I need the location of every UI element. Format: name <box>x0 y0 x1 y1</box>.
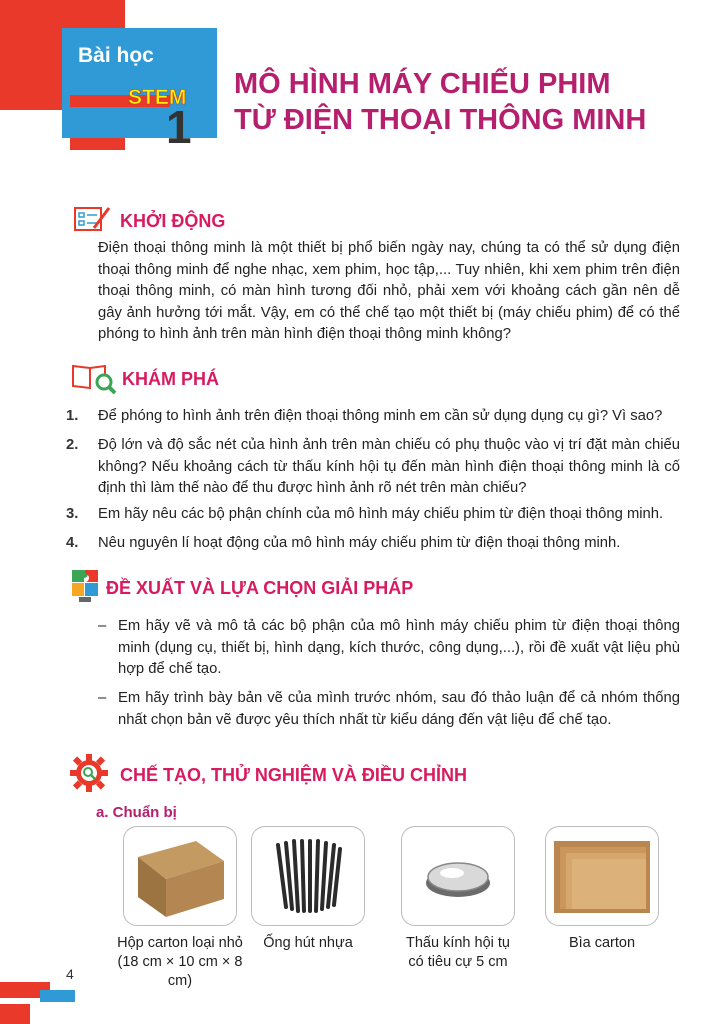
lesson-label: Bài học <box>78 44 154 67</box>
material-caption <box>532 934 672 953</box>
gear-icon <box>68 752 110 798</box>
material-caption <box>388 934 528 972</box>
title-line-1: MÔ HÌNH MÁY CHIẾU PHIM <box>234 68 611 100</box>
material-caption <box>110 934 250 991</box>
lightbulb-puzzle-icon <box>68 566 102 610</box>
question-text: Em hãy nêu các bộ phận chính của mô hình máy chiếu phim từ điện thoại thông minh. <box>98 506 664 522</box>
section-de-xuat-heading <box>68 566 413 610</box>
question-number: 2. <box>66 437 79 453</box>
section-khoi-dong-label: KHỞI ĐỘNG <box>120 210 226 231</box>
question-text: Để phóng to hình ảnh trên điện thoại thông minh em cần sử dụng dụng cụ gì? Vì sao? <box>98 408 663 424</box>
material-caption <box>238 934 378 953</box>
lesson-stem-label: STEM <box>128 86 187 109</box>
page-number: 4 <box>66 966 74 982</box>
dash-mark: – <box>98 690 107 706</box>
footer-decoration-red <box>0 1004 30 1024</box>
lesson-number: 1 <box>166 101 192 153</box>
question-text: Nêu nguyên lí hoạt động của mô hình máy chiếu phim từ điện thoại thông minh. <box>98 535 621 551</box>
straws-image <box>251 826 365 926</box>
checklist-pencil-icon <box>72 204 112 238</box>
material-straws <box>238 826 378 953</box>
section-kham-pha-label: KHÁM PHÁ <box>122 368 219 389</box>
caption-line-2: (18 cm × 10 cm × 8 cm) <box>117 954 243 989</box>
carton-box-image <box>123 826 237 926</box>
book-magnifier-icon <box>70 360 118 398</box>
footer-decoration-blue <box>40 990 75 1002</box>
page-title <box>234 66 646 138</box>
question-text: Độ lớn và độ sắc nét của hình ảnh trên màn chiếu có phụ thuộc vào vị trí đặt màn chiếu không? Nếu khoảng cách từ thấu kính hội tụ đến màn hình điện thoại thông minh là cố định thì làm thế nào để thu được hình ảnh rõ nét trên màn chiếu? <box>98 437 680 496</box>
caption-line-1: Hộp carton loại nhỏ <box>117 935 243 951</box>
material-carton-box <box>110 826 250 991</box>
question-number: 3. <box>66 506 79 522</box>
section-khoi-dong-heading <box>72 204 225 238</box>
section-de-xuat-label: ĐỀ XUẤT VÀ LỰA CHỌN GIẢI PHÁP <box>106 577 414 598</box>
caption-line-1: Thấu kính hội tụ <box>406 935 510 951</box>
section-che-tao-label: CHẾ TẠO, THỬ NGHIỆM VÀ ĐIỀU CHỈNH <box>120 764 467 785</box>
question-number: 1. <box>66 408 79 424</box>
item-text: Em hãy trình bày bản vẽ của mình trước nhóm, sau đó thảo luận để cả nhóm thống nhất chọn bản vẽ được yêu thích nhất từ kiểu dáng đến vật liệu để chế tạo. <box>118 690 680 728</box>
dash-mark: – <box>98 618 107 634</box>
caption-line-1: Ống hút nhựa <box>263 935 353 951</box>
section-kham-pha-heading <box>70 360 219 398</box>
caption-line-1: Bìa carton <box>568 935 636 951</box>
lens-image <box>401 826 515 926</box>
section-che-tao-heading <box>68 752 467 798</box>
khoi-dong-text: Điện thoại thông minh là một thiết bị phổ biến ngày nay, chúng ta có thể sử dụng điện thoại thông minh để nghe nhạc, xem phim, học tập,... Tuy nhiên, khi xem phim trên điện thoại thông minh, có màn hình tương đối nhỏ, phải xem với khoảng cách gần nên dễ gây ảnh hưởng tới mắt. Vậy, em có thể chế tạo một thiết bị (máy chiếu phim) để có thể phóng to hình ảnh trên màn hình điện thoại thông minh không? <box>98 240 680 342</box>
item-text: Em hãy vẽ và mô tả các bộ phận của mô hình máy chiếu phim từ điện thoại thông minh (dụng cụ, thiết bị, hình dạng, kích thước, công dụng,...), rồi đề xuất vật liệu phù hợp để chế tạo. <box>118 618 680 677</box>
caption-line-2: có tiêu cự 5 cm <box>408 954 508 970</box>
sub-heading-chuan-bi: a. Chuẩn bị <box>96 804 177 821</box>
material-cardboard <box>532 826 672 953</box>
title-line-2: TỪ ĐIỆN THOẠI THÔNG MINH <box>234 104 647 136</box>
material-lens <box>388 826 528 972</box>
corner-decoration-cut <box>0 110 70 150</box>
question-number: 4. <box>66 535 79 551</box>
cardboard-image <box>545 826 659 926</box>
